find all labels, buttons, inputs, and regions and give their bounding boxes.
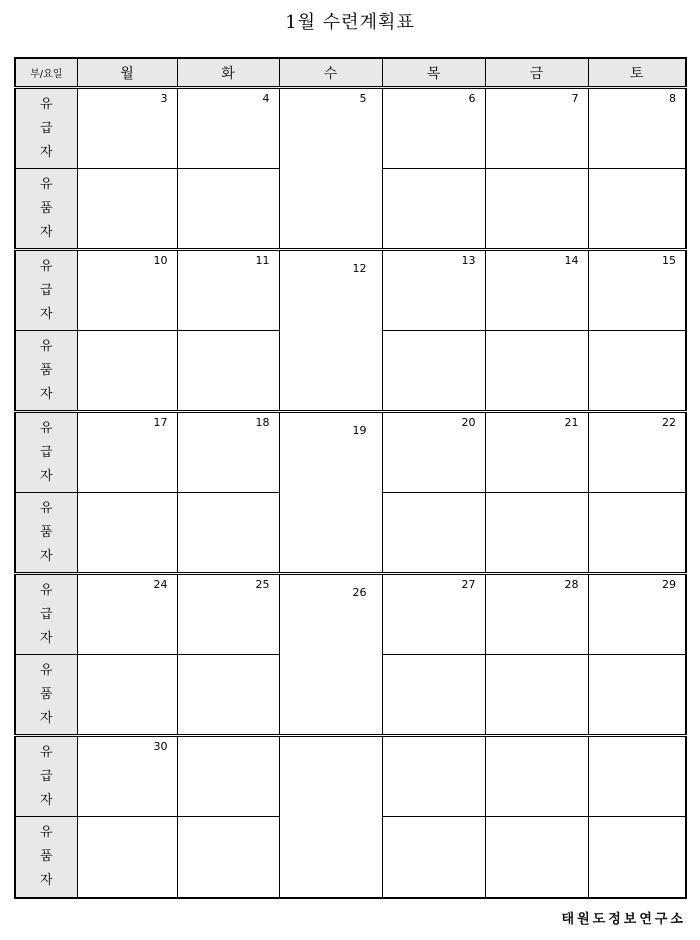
week-row-top (15, 412, 686, 493)
date-number: 18 (255, 416, 270, 430)
day-cell[interactable] (485, 574, 588, 655)
day-cell[interactable] (77, 412, 177, 493)
date-number: 6 (468, 92, 476, 105)
row-label-pumja (15, 169, 77, 250)
label-char: 유 (39, 96, 53, 112)
row-label-geupja (15, 88, 77, 169)
label-char: 품 (39, 200, 53, 216)
day-cell[interactable] (382, 736, 485, 817)
day-cell[interactable] (588, 817, 686, 898)
label-char: 자 (39, 873, 53, 889)
label-char: 유 (39, 825, 53, 841)
day-cell[interactable] (588, 88, 686, 169)
day-cell[interactable] (77, 250, 177, 331)
day-cell[interactable] (588, 412, 686, 493)
day-cell[interactable] (588, 331, 686, 412)
label-char: 유 (39, 338, 53, 354)
date-number: 28 (564, 578, 579, 592)
date-number: 3 (160, 92, 168, 105)
day-cell[interactable] (279, 412, 382, 574)
day-cell[interactable] (279, 736, 382, 898)
day-cell[interactable] (485, 331, 588, 412)
day-cell[interactable] (588, 250, 686, 331)
day-cell[interactable] (77, 88, 177, 169)
date-number: 13 (461, 254, 476, 268)
date-number: 4 (262, 92, 270, 105)
day-cell[interactable] (279, 574, 382, 736)
day-cell[interactable] (588, 736, 686, 817)
label-char: 자 (39, 306, 53, 322)
label-char: 유 (39, 420, 53, 436)
label-char: 품 (39, 686, 53, 702)
day-cell[interactable] (177, 817, 279, 898)
label-char: 자 (39, 548, 53, 564)
date-number: 29 (662, 578, 676, 592)
day-cell[interactable] (588, 493, 686, 574)
label-char: 급 (39, 768, 53, 784)
day-cell[interactable] (382, 655, 485, 736)
day-header: 금 (485, 58, 588, 88)
label-char: 급 (39, 282, 53, 298)
day-cell[interactable] (588, 655, 686, 736)
day-cell[interactable] (177, 655, 279, 736)
day-cell[interactable] (485, 88, 588, 169)
header-row (15, 58, 686, 88)
date-number: 30 (153, 740, 168, 754)
week-row-top (15, 250, 686, 331)
day-cell[interactable] (177, 169, 279, 250)
footer-org: 태원도정보연구소 (561, 912, 686, 927)
day-header: 월 (77, 58, 177, 88)
row-label-geupja (15, 412, 77, 493)
date-number: 20 (461, 416, 476, 430)
week-row-top (15, 736, 686, 817)
label-char: 유 (39, 582, 53, 598)
row-label-pumja (15, 817, 77, 898)
label-char: 자 (39, 144, 53, 160)
day-cell[interactable] (279, 250, 382, 412)
label-char: 품 (39, 524, 53, 540)
row-label-pumja (15, 655, 77, 736)
date-number: 7 (571, 92, 579, 105)
label-char: 급 (39, 120, 53, 136)
label-char: 유 (39, 662, 53, 678)
day-cell[interactable] (485, 736, 588, 817)
date-number: 5 (359, 92, 367, 105)
day-cell[interactable] (485, 412, 588, 493)
day-cell[interactable] (77, 817, 177, 898)
day-cell[interactable] (279, 88, 382, 250)
day-cell[interactable] (485, 169, 588, 250)
row-label-pumja (15, 331, 77, 412)
label-char: 자 (39, 386, 53, 402)
label-char: 유 (39, 500, 53, 516)
day-cell[interactable] (382, 169, 485, 250)
page-title: 1월 수련계획표 (285, 12, 415, 33)
date-number: 27 (461, 578, 476, 592)
day-cell[interactable] (177, 88, 279, 169)
day-cell[interactable] (485, 493, 588, 574)
day-cell[interactable] (177, 493, 279, 574)
day-cell[interactable] (588, 574, 686, 655)
label-char: 유 (39, 258, 53, 274)
label-char: 유 (39, 744, 53, 760)
date-number: 15 (662, 254, 676, 268)
day-cell[interactable] (485, 250, 588, 331)
day-cell[interactable] (77, 493, 177, 574)
date-number: 22 (662, 416, 676, 430)
day-cell[interactable] (77, 169, 177, 250)
day-cell[interactable] (485, 817, 588, 898)
date-number: 17 (153, 416, 168, 430)
label-char: 품 (39, 849, 53, 865)
day-cell[interactable] (382, 574, 485, 655)
day-cell[interactable] (77, 331, 177, 412)
date-number: 21 (564, 416, 579, 430)
label-char: 급 (39, 444, 53, 460)
day-header: 목 (382, 58, 485, 88)
week-row-top (15, 574, 686, 655)
label-char: 자 (39, 468, 53, 484)
corner-header: 부/요일 (15, 58, 77, 88)
day-cell[interactable] (77, 736, 177, 817)
date-number: 25 (255, 578, 270, 592)
day-cell[interactable] (382, 250, 485, 331)
date-number: 11 (255, 254, 270, 268)
label-char: 자 (39, 710, 53, 726)
date-number: 8 (669, 92, 676, 105)
day-cell[interactable] (77, 574, 177, 655)
day-cell[interactable] (77, 655, 177, 736)
day-cell[interactable] (382, 412, 485, 493)
day-header: 수 (279, 58, 382, 88)
day-cell[interactable] (382, 88, 485, 169)
day-cell[interactable] (177, 574, 279, 655)
row-label-pumja (15, 493, 77, 574)
row-label-geupja (15, 574, 77, 655)
date-number: 12 (352, 262, 367, 276)
date-number: 26 (352, 586, 367, 600)
day-cell[interactable] (177, 250, 279, 331)
label-char: 자 (39, 630, 53, 646)
label-char: 자 (39, 224, 53, 240)
date-number: 19 (352, 424, 367, 438)
row-label-geupja (15, 736, 77, 817)
day-cell[interactable] (382, 493, 485, 574)
date-number: 24 (153, 578, 168, 592)
day-cell[interactable] (177, 412, 279, 493)
row-label-geupja (15, 250, 77, 331)
day-cell[interactable] (177, 331, 279, 412)
label-char: 자 (39, 792, 53, 808)
label-char: 유 (39, 176, 53, 192)
week-row-top (15, 88, 686, 169)
day-cell[interactable] (485, 655, 588, 736)
day-cell[interactable] (588, 169, 686, 250)
date-number: 10 (153, 254, 168, 268)
day-header: 토 (588, 58, 686, 88)
label-char: 급 (39, 606, 53, 622)
date-number: 14 (564, 254, 579, 268)
day-cell[interactable] (382, 817, 485, 898)
day-cell[interactable] (177, 736, 279, 817)
label-char: 품 (39, 362, 53, 378)
day-cell[interactable] (382, 331, 485, 412)
day-header: 화 (177, 58, 279, 88)
schedule-table (14, 57, 687, 899)
